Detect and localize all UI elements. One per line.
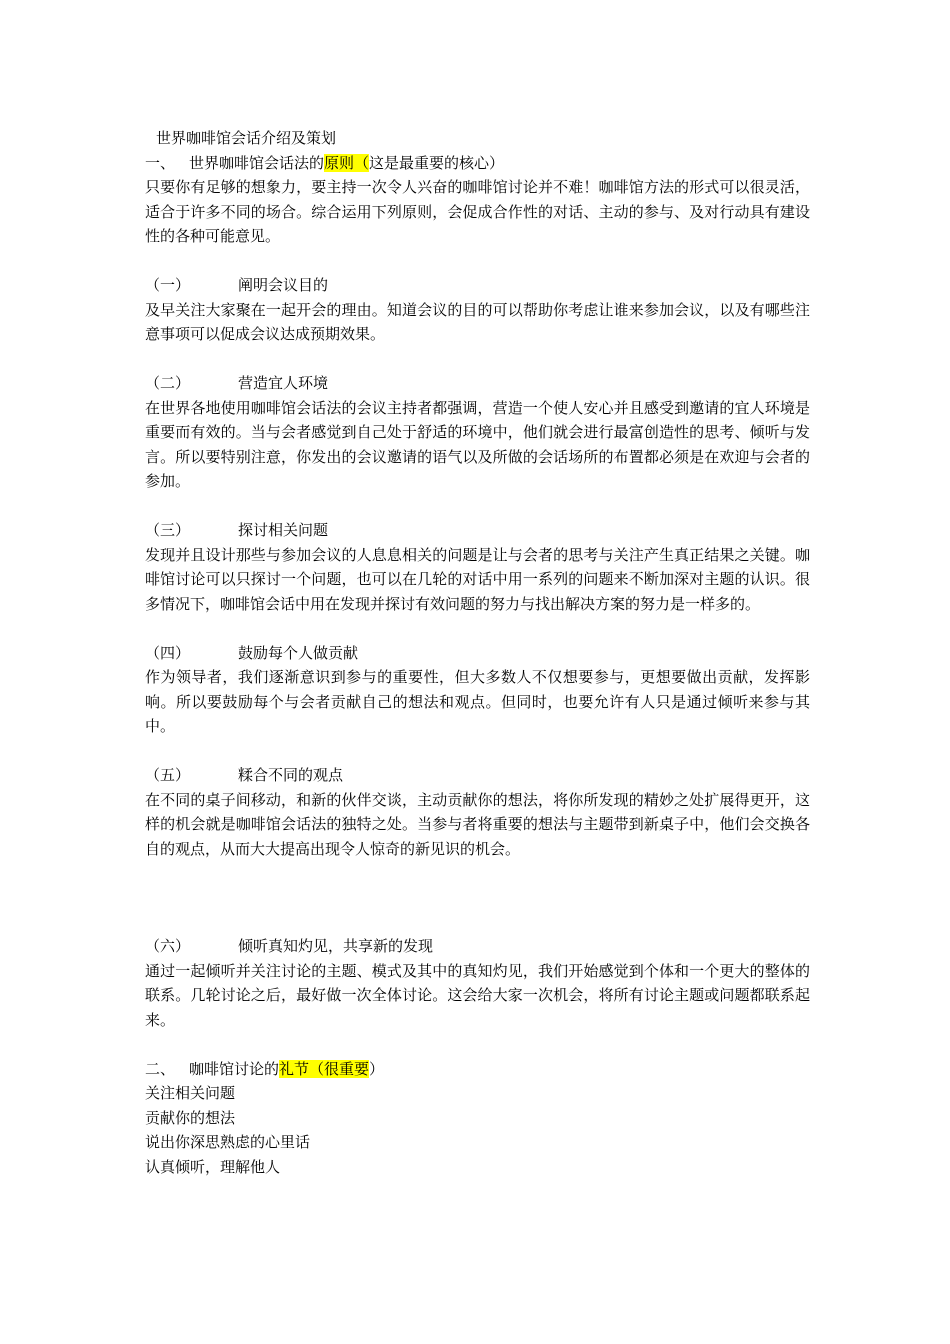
- principle-6-heading: [145, 934, 810, 959]
- section-2-number: 二、: [145, 1059, 176, 1078]
- section-1-intro: 只要你有足够的想象力，要主持一次令人兴奋的咖啡馆讨论并不难！咖啡馆方法的形式可以很灵活，适合于许多不同的场合。综合运用下列原则，会促成合作性的对话、主动的参与、及对行动具有建设性的各种可能意见。: [145, 178, 810, 245]
- principle-4-number: （四）: [145, 643, 191, 662]
- principle-1-heading: [145, 273, 810, 298]
- principle-5-title: 糅合不同的观点: [238, 766, 344, 784]
- etiquette-item: 贡献你的想法: [145, 1108, 236, 1127]
- document-title: 世界咖啡馆会话介绍及策划: [156, 129, 337, 147]
- section-2-heading-text: 咖啡馆讨论的: [189, 1059, 280, 1078]
- section-1-heading: [145, 151, 810, 176]
- principle-6-number: （六）: [145, 937, 191, 955]
- section-2-heading-suffix: ）: [369, 1059, 385, 1078]
- principle-1-number: （一）: [145, 276, 191, 294]
- etiquette-item: 认真倾听，理解他人: [145, 1157, 281, 1176]
- principle-5-number: （五）: [145, 766, 191, 784]
- section-2-heading: [145, 1057, 810, 1082]
- section-1-heading-suffix: 这是最重要的核心）: [369, 153, 505, 172]
- principle-3-number: （三）: [145, 521, 191, 539]
- principle-5-body: 在不同的桌子间移动，和新的伙伴交谈，主动贡献你的想法，将你所发现的精妙之处扩展得更开，这样的机会就是咖啡馆会话法的独特之处。当参与者将重要的想法与主题带到新桌子中，他们会交换各自的观点，从而大大提高出现令人惊奇的新见识的机会。: [145, 790, 810, 858]
- principle-2-body: 在世界各地使用咖啡馆会话法的会议主持者都强调，营造一个使人安心并且感受到邀请的宜人环境是重要而有效的。当与会者感觉到自己处于舒适的环境中，他们就会进行最富创造性的思考、倾听与发言。所以要特别注意，你发出的会议邀请的语气以及所做的会话场所的布置都必须是在欢迎与会者的参加。: [145, 398, 810, 490]
- section-2-highlight: 礼节（很重要: [279, 1059, 370, 1078]
- principle-2-title: 营造宜人环境: [238, 374, 329, 392]
- principle-3-heading: [145, 518, 810, 543]
- principle-4-title: 鼓励每个人做贡献: [238, 643, 359, 662]
- document-body: [145, 126, 810, 1179]
- principle-3-title: 探讨相关问题: [238, 521, 329, 539]
- principle-1-body: 及早关注大家聚在一起开会的理由。知道会议的目的可以帮助你考虑让谁来参加会议，以及有哪些注意事项可以促成会议达成预期效果。: [145, 300, 810, 343]
- principle-6-title: 倾听真知灼见，共享新的发现: [238, 937, 434, 955]
- principle-2-heading: [145, 371, 810, 396]
- principle-1-title: 阐明会议目的: [238, 276, 329, 294]
- section-1-heading-text: 世界咖啡馆会话法的: [189, 153, 325, 172]
- etiquette-item: 关注相关问题: [145, 1084, 236, 1102]
- principle-2-number: （二）: [145, 374, 191, 392]
- section-1-highlight: 原则（: [324, 153, 370, 172]
- principle-5-heading: [145, 763, 810, 788]
- principle-4-heading: [145, 641, 810, 666]
- principle-3-body: 发现并且设计那些与参加会议的人息息相关的问题是让与会者的思考与关注产生真正结果之关键。咖啡馆讨论可以只探讨一个问题，也可以在几轮的对话中用一系列的问题来不断加深对主题的认识。很多情况下，咖啡馆会话中用在发现并探讨有效问题的努力与找出解决方案的努力是一样多的。: [145, 545, 810, 613]
- section-1-number: 一、: [145, 153, 176, 172]
- principle-6-body: 通过一起倾听并关注讨论的主题、模式及其中的真知灼见，我们开始感觉到个体和一个更大的整体的联系。几轮讨论之后，最好做一次全体讨论。这会给大家一次机会，将所有讨论主题或问题都联系起来。: [145, 961, 810, 1029]
- principle-4-body: 作为领导者，我们逐渐意识到参与的重要性，但大多数人不仅想要参与，更想要做出贡献，发挥影响。所以要鼓励每个与会者贡献自己的想法和观点。但同时，也要允许有人只是通过倾听来参与其中。: [145, 668, 810, 735]
- etiquette-item: 说出你深思熟虑的心里话: [145, 1133, 311, 1151]
